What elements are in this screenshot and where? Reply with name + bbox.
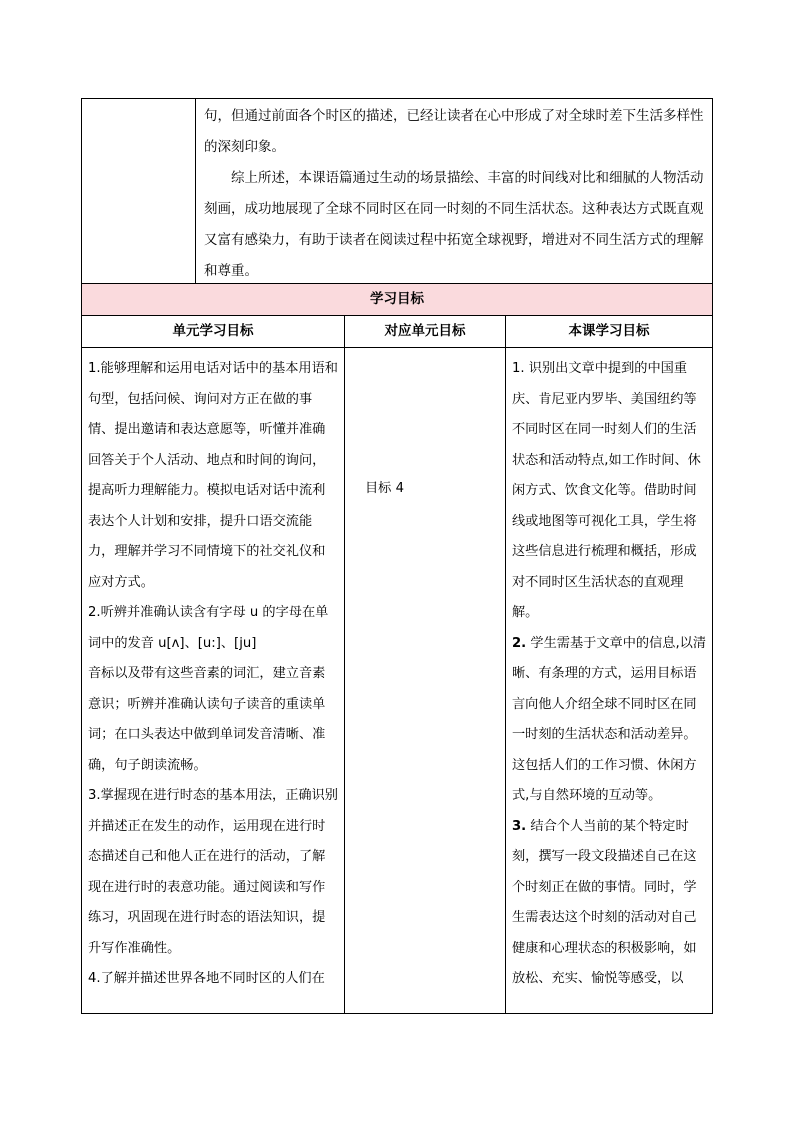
table-label-cell xyxy=(82,99,196,283)
objectives-section-title: 学习目标 xyxy=(81,284,713,316)
unit-goal-item: 4.了解并描述世界各地不同时区的人们在 xyxy=(88,971,325,986)
analysis-paragraph: 句，但通过前面各个时区的描述，已经让读者在心中形成了对全球时差下生活多样性的深刻印象。 xyxy=(204,108,704,155)
lesson-goal-number: 2. xyxy=(512,635,527,651)
unit-goal-item: 音标以及带有这些音素的词汇，建立音素意识；听辨并准确认读句子读音的重读单词；在口头表达中做到单词发音清晰、准确，句子朗读流畅。 xyxy=(88,666,326,773)
lesson-goal-item xyxy=(512,354,706,629)
analysis-text-cell xyxy=(196,99,712,283)
mapped-goal-cell xyxy=(344,348,506,1014)
column-header-lesson-goals: 本课学习目标 xyxy=(505,316,713,348)
lesson-goal-text: 识别出文章中提到的中国重庆、肯尼亚内罗毕、美国纽约等不同时区在同一时刻人们的生活状态和活动特点,如工作时间、休闲方式、饮食文化等。借助时间线或地图等可视化工具，学生将这些信息进行梳理和概括，形成对不同时区生活状态的直观理解。 xyxy=(512,361,701,620)
lesson-goal-item xyxy=(512,812,706,995)
lesson-goal-text: 结合个人当前的某个特定时刻，撰写一段文段描述自己在这个时刻正在做的事情。同时，学生需表达这个时刻的活动对自己健康和心理状态的积极影响，如放松、充实、愉悦等感受，以 xyxy=(512,818,697,986)
lesson-goal-text: 学生需基于文章中的信息,以清晰、有条理的方式，运用目标语言向他人介绍全球不同时区在同一时刻的生活状态和活动差异。这包括人们的工作习惯、休闲方式,与自然环境的互动等。 xyxy=(512,635,707,803)
unit-goals-cell xyxy=(81,348,345,1014)
lesson-goals-cell xyxy=(505,348,713,1014)
lesson-goal-number: 1. xyxy=(512,361,525,376)
mapped-goal-text: 目标 4 xyxy=(365,481,404,496)
lesson-goal-number: 3. xyxy=(512,818,527,834)
unit-goal-item: 2.听辨并准确认读含有字母 u 的字母在单词中的发音 u[ʌ]、[u:]、[ju] xyxy=(88,605,329,651)
unit-goal-item: 3.掌握现在进行时态的基本用法，正确识别并描述正在发生的动作，运用现在进行时态描述自己和他人正在进行的活动，了解现在进行时的表意功能。通过阅读和写作练习，巩固现在进行时态的语法知识，提升写作准确性。 xyxy=(88,788,338,956)
content-analysis-table xyxy=(81,98,713,284)
column-header-unit-goals: 单元学习目标 xyxy=(81,316,345,348)
unit-goal-item: 1.能够理解和运用电话对话中的基本用语和句型，包括问候、询问对方正在做的事情、提出邀请和表达意愿等，听懂并准确回答关于个人活动、地点和时间的询问，提高听力理解能力。模拟电话对话中流利表达个人计划和安排，提升口语交流能力，理解并学习不同情境下的社交礼仪和应对方式。 xyxy=(88,361,338,590)
analysis-summary-paragraph: 综上所述，本课语篇通过生动的场景描绘、丰富的时间线对比和细腻的人物活动刻画，成功地展现了全球不同时区在同一时刻的不同生活状态。这种表达方式既直观又富有感染力，有助于读者在阅读过程中拓宽全球视野，增进对不同生活方式的理解和尊重。 xyxy=(204,170,704,279)
column-header-mapped-goal: 对应单元目标 xyxy=(344,316,506,348)
lesson-goal-item xyxy=(512,629,706,812)
